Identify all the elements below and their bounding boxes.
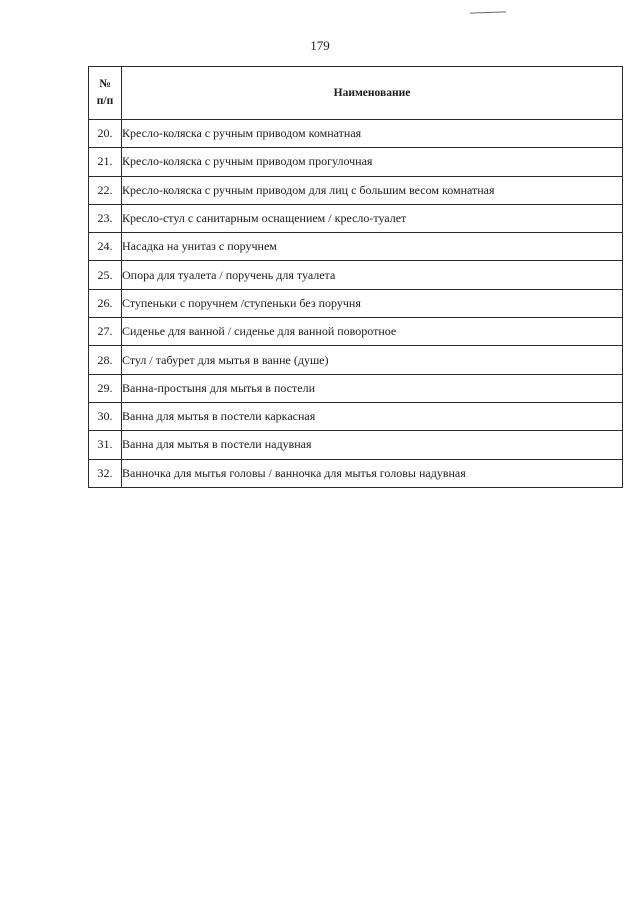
- header-name: Наименование: [122, 67, 623, 120]
- table-row: [89, 120, 623, 148]
- row-name: Ванна для мытья в постели каркасная: [122, 402, 623, 430]
- table-row: [89, 289, 623, 317]
- row-number: 29.: [89, 374, 122, 402]
- table-row: [89, 204, 623, 232]
- row-number: 26.: [89, 289, 122, 317]
- page-number: 179: [310, 38, 330, 53]
- row-number: 30.: [89, 402, 122, 430]
- scan-artifact: [470, 11, 506, 13]
- row-number: 27.: [89, 318, 122, 346]
- row-name: Ванна-простыня для мытья в постели: [122, 374, 623, 402]
- row-number: 21.: [89, 148, 122, 176]
- row-number: 31.: [89, 431, 122, 459]
- table-row: [89, 459, 623, 487]
- table-row: [89, 233, 623, 261]
- row-name: Кресло-коляска с ручным приводом для лиц с большим весом комнатная: [122, 176, 623, 204]
- row-number: 25.: [89, 261, 122, 289]
- table-header-row: [89, 67, 623, 120]
- table-row: [89, 148, 623, 176]
- row-name: Ванночка для мытья головы / ванночка для мытья головы надувная: [122, 459, 623, 487]
- row-number: 23.: [89, 204, 122, 232]
- row-name: Сиденье для ванной / сиденье для ванной поворотное: [122, 318, 623, 346]
- table-row: [89, 431, 623, 459]
- table-row: [89, 402, 623, 430]
- row-number: 22.: [89, 176, 122, 204]
- table-row: [89, 346, 623, 374]
- items-table: [88, 66, 623, 488]
- row-name: Кресло-коляска с ручным приводом прогулочная: [122, 148, 623, 176]
- row-name: Стул / табурет для мытья в ванне (душе): [122, 346, 623, 374]
- row-number: 20.: [89, 120, 122, 148]
- header-number-abbr: п/п: [96, 95, 114, 107]
- row-number: 32.: [89, 459, 122, 487]
- row-name: Насадка на унитаз с поручнем: [122, 233, 623, 261]
- row-name: Ванна для мытья в постели надувная: [122, 431, 623, 459]
- table-row: [89, 176, 623, 204]
- row-name: Ступеньки с поручнем /ступеньки без поручня: [122, 289, 623, 317]
- row-name: Кресло-коляска с ручным приводом комнатная: [122, 120, 623, 148]
- table-row: [89, 374, 623, 402]
- row-number: 24.: [89, 233, 122, 261]
- table-row: [89, 318, 623, 346]
- row-name: Опора для туалета / поручень для туалета: [122, 261, 623, 289]
- table-row: [89, 261, 623, 289]
- row-number: 28.: [89, 346, 122, 374]
- header-number: [89, 67, 122, 120]
- header-number-symbol: №: [99, 78, 111, 90]
- row-name: Кресло-стул с санитарным оснащением / кресло-туалет: [122, 204, 623, 232]
